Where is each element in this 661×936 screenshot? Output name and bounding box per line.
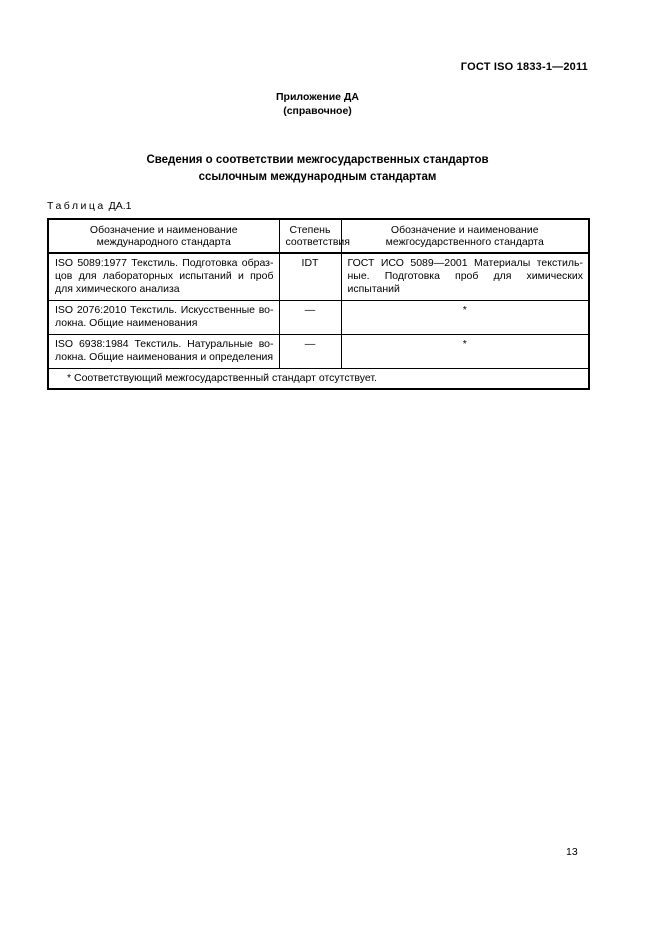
cell-degree: — [279,335,341,369]
column-header-interstate-standard: Обозначение и наименование межгосударственного стандарта [341,219,589,253]
page-number: 13 [566,846,578,858]
page-title-line2: ссылочным международным стандартам [198,171,437,183]
appendix-heading [47,90,588,118]
table-caption-number: ДА.1 [108,200,132,212]
table-row [48,335,589,369]
standards-correspondence-table [47,218,590,390]
cell-degree: — [279,301,341,335]
cell-interstate-standard: * [341,301,589,335]
cell-international-standard: ISO 2076:2010 Текстиль. Искусственные волокна. Общие наименования [48,301,279,335]
table-header [48,219,589,253]
table-caption [47,200,131,212]
cell-international-standard: ISO 6938:1984 Текстиль. Натуральные волокна. Общие наименования и определения [48,335,279,369]
cell-interstate-standard: * [341,335,589,369]
table-footnote: * Соответствующий межгосударственный стандарт отсутствует. [48,369,589,390]
page-title-line1: Сведения о соответствии межгосударственных стандартов [146,154,489,166]
table-header-row [48,219,589,253]
table-row [48,253,589,301]
table-row [48,301,589,335]
column-header-degree: Степень соответствия [279,219,341,253]
appendix-title: Приложение ДА [276,91,359,103]
table-footnote-row [48,369,589,390]
cell-degree: IDT [279,253,341,301]
table-caption-word: Таблица [47,200,106,212]
cell-interstate-standard: ГОСТ ИСО 5089—2001 Материалы текстильные. Подготовка проб для химических испытаний [341,253,589,301]
document-designation: ГОСТ ISO 1833-1—2011 [460,61,588,73]
table-body [48,253,589,389]
cell-international-standard: ISO 5089:1977 Текстиль. Подготовка образцов для лабораторных испытаний и проб для химического анализа [48,253,279,301]
page-title [47,152,588,186]
appendix-subtitle: (справочное) [283,105,352,117]
column-header-international-standard: Обозначение и наименование международного стандарта [48,219,279,253]
